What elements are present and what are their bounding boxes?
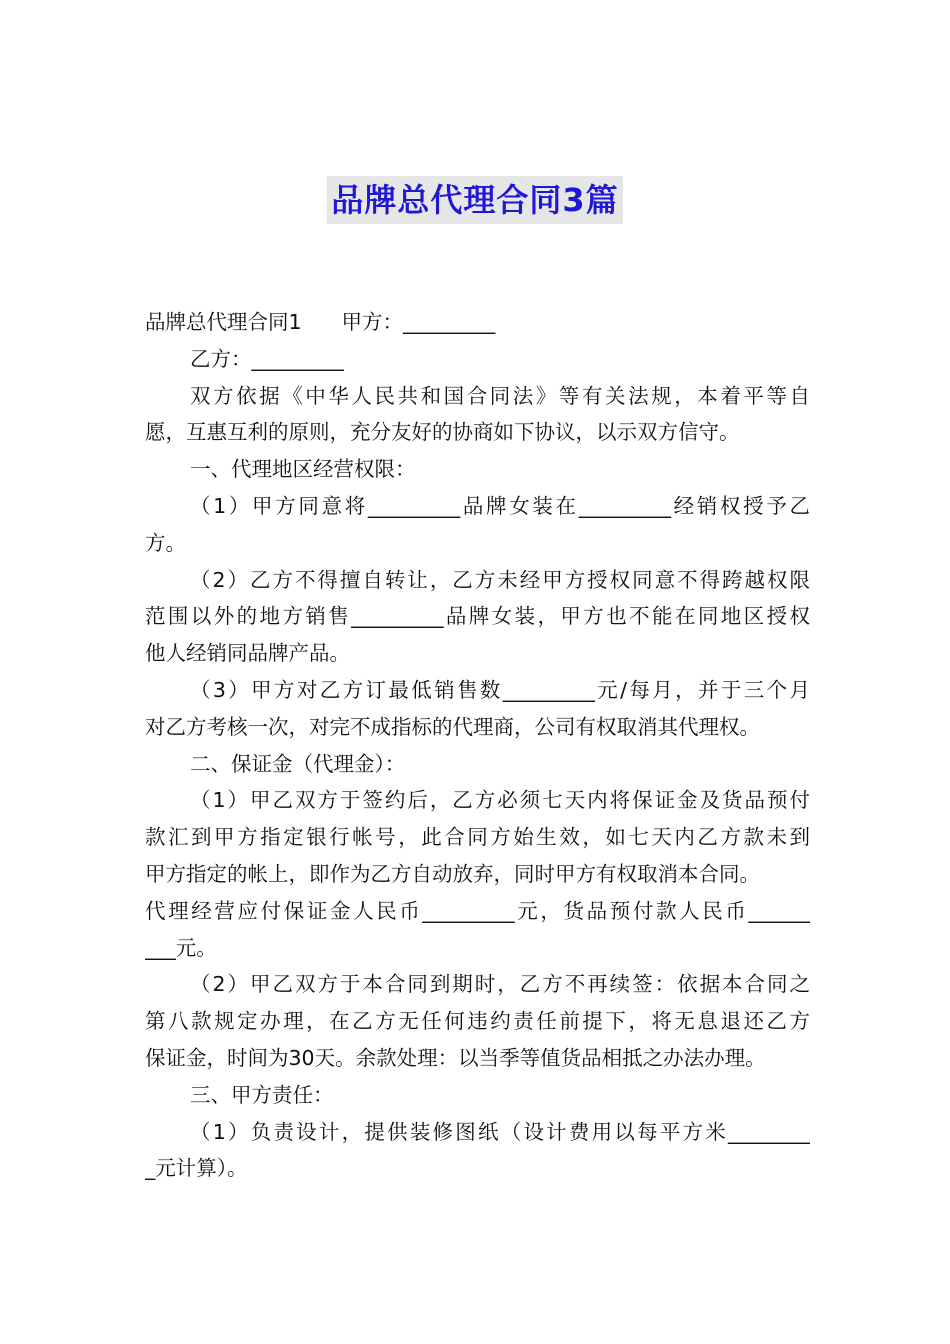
- body-line-3: 双方依据《中华人民共和国合同法》等有关法规，本着平等自: [190, 383, 810, 408]
- body-line-16: 甲方指定的帐上，即作为乙方自动放弃，同时甲方有权取消本合同。: [145, 861, 760, 886]
- body-line-14: （1）甲乙双方于签约后，乙方必须七天内将保证金及货品预付: [190, 788, 810, 813]
- body-line-7: 方。: [145, 530, 186, 555]
- body-line-18: ___元。: [145, 935, 217, 960]
- body-line-11: （3）甲方对乙方订最低销售数_________元/每月，并于三个月: [190, 677, 810, 702]
- party-a-field: 甲方：_________: [341, 310, 496, 334]
- body-line-12: 对乙方考核一次，对完不成指标的代理商，公司有权取消其代理权。: [145, 714, 760, 739]
- party-b-field: 乙方：_________: [190, 346, 344, 371]
- body-line-6: （1）甲方同意将_________品牌女装在_________经销权授予乙: [190, 493, 810, 518]
- section-heading-3: 三、甲方责任：: [190, 1082, 334, 1107]
- section-heading-1: 一、代理地区经营权限：: [190, 457, 416, 482]
- body-line-17: 代理经营应付保证金人民币_________元，货品预付款人民币______: [145, 898, 810, 923]
- body-line-20: 第八款规定办理，在乙方无任何违约责任前提下，将无息退还乙方: [145, 1009, 810, 1034]
- contract-heading: 品牌总代理合同1: [145, 310, 302, 334]
- body-line-24: _元计算）。: [145, 1156, 248, 1181]
- body-line-9: 范围以外的地方销售_________品牌女装，甲方也不能在同地区授权: [145, 604, 810, 629]
- body-line-8: （2）乙方不得擅自转让，乙方未经甲方授权同意不得跨越权限: [190, 567, 810, 592]
- body-line-15: 款汇到甲方指定银行帐号，此合同方始生效，如七天内乙方款未到: [145, 825, 810, 850]
- body-line-1: [145, 304, 810, 341]
- title-container: [0, 176, 950, 224]
- body-line-19: （2）甲乙双方于本合同到期时，乙方不再续签：依据本合同之: [190, 972, 810, 997]
- body-line-2: [145, 341, 810, 378]
- document-title: 品牌总代理合同3篇: [327, 176, 622, 224]
- document-body: [145, 304, 810, 1187]
- body-line-4: 愿，互惠互利的原则，充分友好的协商如下协议，以示双方信守。: [145, 420, 740, 445]
- body-line-21: 保证金，时间为30天。余款处理：以当季等值货品相抵之办法办理。: [145, 1045, 766, 1070]
- body-line-23: （1）负责设计，提供装修图纸（设计费用以每平方米________: [190, 1119, 810, 1144]
- section-heading-2: 二、保证金（代理金）：: [190, 751, 406, 776]
- body-line-10: 他人经销同品牌产品。: [145, 641, 350, 666]
